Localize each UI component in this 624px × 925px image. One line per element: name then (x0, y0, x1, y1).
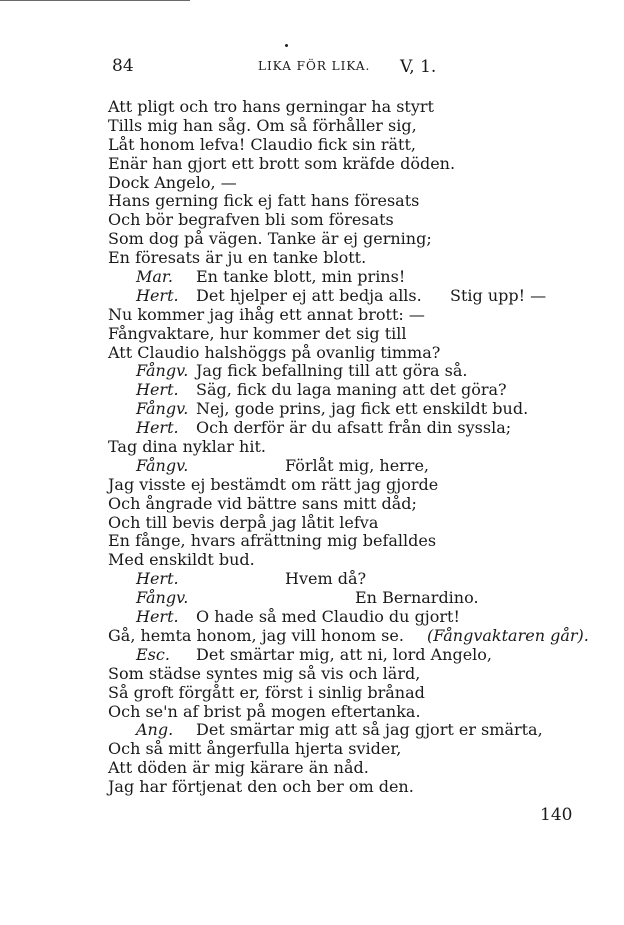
line-text: Jag fick befallning till att göra så. (196, 361, 468, 381)
line-text-continued: Hvem då? (285, 569, 367, 589)
line-text: Tills mig han såg. Om så förhåller sig, (108, 115, 417, 135)
speaker-name: Hert. (136, 380, 179, 400)
verse-line (0, 665, 624, 684)
line-text: En fånge, hvars afrättning mig befalldes (108, 531, 437, 551)
verse-line (0, 684, 624, 703)
verse-line (0, 438, 624, 457)
speaker-name: Fångv. (136, 455, 189, 475)
verse-line (0, 419, 624, 438)
line-text: Hans gerning fick ej fatt hans föresats (108, 191, 420, 211)
verse-line (0, 759, 624, 778)
verse-line (0, 287, 624, 306)
speaker-name: Hert. (136, 285, 179, 305)
line-text: Och se'n af brist på mogen eftertanka. (108, 701, 421, 721)
stage-direction: (Fångvaktaren går). (427, 625, 589, 645)
line-text: Enär han gjort ett brott som kräfde döden. (108, 153, 456, 173)
line-text: En tanke blott, min prins! (196, 267, 406, 287)
line-text: Som dog på vägen. Tanke är ej gerning; (108, 229, 432, 249)
verse-line (0, 155, 624, 174)
verse-line (0, 192, 624, 211)
verse-line (0, 514, 624, 533)
verse-line (0, 174, 624, 193)
verse-line (0, 476, 624, 495)
verse-line (0, 98, 624, 117)
top-rule (0, 0, 190, 1)
line-text: Jag visste ej bestämdt om rätt jag gjorde (108, 474, 439, 494)
line-text: En föresats är ju en tanke blott. (108, 248, 367, 268)
speaker-name: Hert. (136, 418, 179, 438)
speaker-name: Fångv. (136, 361, 189, 381)
line-text: Det smärtar mig, att ni, lord Angelo, (196, 644, 492, 664)
speaker-name: Hert. (136, 607, 179, 627)
verse-line (0, 532, 624, 551)
line-text-continued: Förlåt mig, herre, (285, 455, 430, 475)
line-text: Som städse syntes mig så vis och lärd, (108, 663, 421, 683)
verse-line (0, 268, 624, 287)
line-text: Låt honom lefva! Claudio fick sin rätt, (108, 134, 416, 154)
verse-line (0, 306, 624, 325)
line-text: Säg, fick du laga maning att det göra? (196, 380, 507, 400)
line-text: Fångvaktare, hur kommer det sig till (108, 323, 407, 343)
line-text: Och bör begrafven bli som föresats (108, 210, 394, 230)
verse-line (0, 740, 624, 759)
line-text: Nej, gode prins, jag fick ett enskildt bud. (196, 399, 529, 419)
line-text: Att döden är mig kärare än nåd. (108, 758, 369, 778)
verse-line (0, 627, 624, 646)
speaker-name: Fångv. (136, 399, 189, 419)
verse-line (0, 362, 624, 381)
verse-line (0, 457, 624, 476)
line-text: Att pligt och tro hans gerningar ha styrt (108, 97, 434, 116)
line-text: Dock Angelo, — (108, 172, 237, 192)
verse-line (0, 721, 624, 740)
speaker-name: Ang. (136, 720, 174, 740)
line-text: Och så mitt ångerfulla hjerta svider, (108, 739, 402, 759)
verse-line (0, 117, 624, 136)
verse-line (0, 136, 624, 155)
signature-mark: 140 (540, 805, 573, 825)
verse-line (0, 344, 624, 363)
act-scene: V, 1. (400, 57, 437, 77)
line-text: Gå, hemta honom, jag vill honom se. (108, 625, 404, 645)
speaker-name: Hert. (136, 569, 179, 589)
verse-line (0, 778, 624, 797)
verse-text (0, 98, 624, 797)
verse-line (0, 230, 624, 249)
line-text: Tag dina nyklar hit. (108, 437, 266, 457)
verse-line (0, 400, 624, 419)
verse-line (0, 211, 624, 230)
verse-line (0, 703, 624, 722)
line-text-continued: En Bernardino. (355, 588, 479, 608)
verse-line (0, 325, 624, 344)
line-text: Så groft förgått er, först i sinlig brånad (108, 682, 425, 702)
speaker-name: Fångv. (136, 588, 189, 608)
line-text: Det smärtar mig att så jag gjort er smärta, (196, 720, 543, 740)
line-text: Och ångrade vid bättre sans mitt dåd; (108, 493, 417, 513)
line-text: Det hjelper ej att bedja alls. (196, 285, 422, 305)
line-text-continued: Stig upp! — (450, 285, 547, 305)
ink-dot (285, 44, 288, 47)
line-text: Att Claudio halshöggs på ovanlig timma? (108, 342, 441, 362)
verse-line (0, 646, 624, 665)
verse-line (0, 570, 624, 589)
page-number: 84 (112, 56, 134, 76)
line-text: Och till bevis derpå jag låtit lefva (108, 512, 379, 532)
line-text: Och derför är du afsatt från din syssla; (196, 418, 512, 438)
verse-line (0, 249, 624, 268)
line-text: Med enskildt bud. (108, 550, 255, 570)
speaker-name: Mar. (136, 267, 173, 287)
verse-line (0, 608, 624, 627)
verse-line (0, 381, 624, 400)
line-text: Jag har förtjenat den och ber om den. (108, 777, 414, 797)
verse-line (0, 589, 624, 608)
line-text: O hade så med Claudio du gjort! (196, 607, 460, 627)
running-title: LIKA FÖR LIKA. (258, 59, 371, 73)
verse-line (0, 495, 624, 514)
speaker-name: Esc. (136, 644, 170, 664)
verse-line (0, 551, 624, 570)
line-text: Nu kommer jag ihåg ett annat brott: — (108, 304, 425, 324)
